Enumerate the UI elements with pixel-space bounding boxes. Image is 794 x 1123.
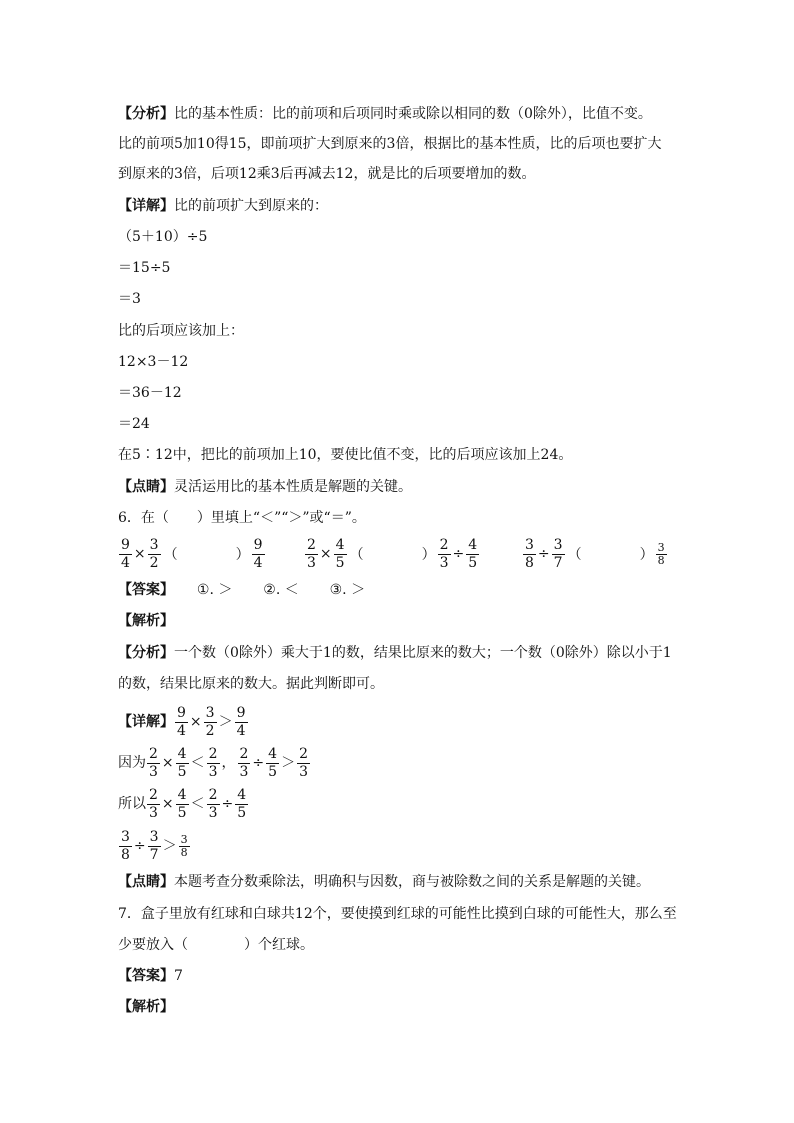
q6-detail-line-3: 所以 $\frac{2}{3}$ × $\frac{4}{5}$ ＜ $\frac{2}{3}$ ÷ $\frac{4}{5}$ (118, 786, 247, 821)
detail-text: 比的前项扩大到原来的： (174, 198, 328, 214)
q7-answer-line (118, 967, 183, 985)
q6-analysis-line-2: 的数，结果比原来的数大。据此判断即可。 (118, 676, 384, 692)
fraction: $\frac{4}{5}$ (237, 786, 247, 821)
q6-analysis-line-1: 【分析】一个数（0除外）乘大于1的数，结果比原来的数大；一个数（0除外）除以小于1 (118, 645, 672, 661)
detail-tag: 【详解】 (118, 714, 174, 730)
calc-step: 12×3－12 (118, 354, 189, 370)
analysis-line-1 (118, 105, 652, 123)
q6-item-2: $\frac{2}{3}$ × $\frac{4}{5}$ （ ） $\frac{2}{3}$ ÷ $\frac{4}{5}$ (307, 536, 478, 571)
q6-point-line: 【点睛】本题考查分数乘除法，明确积与因数，商与被除数之间的关系是解题的关键。 (118, 874, 650, 890)
fraction: $\frac{2}{3}$ (439, 536, 449, 571)
fraction: $\frac{2}{3}$ (299, 745, 308, 780)
detail-mid-text: 比的后项应该加上： (118, 323, 244, 339)
fraction: $\frac{9}{4}$ (236, 704, 246, 739)
point-text: 灵活运用比的基本性质是解题的关键。 (174, 479, 412, 495)
fraction: $\frac{2}{3}$ (239, 745, 249, 780)
calc-step: ＝24 (118, 416, 150, 432)
q6-detail-line-2: 因为 $\frac{2}{3}$ × $\frac{4}{5}$ ＜ $\frac{2}{3}$ ， $\frac{2}{3}$ ÷ $\frac{4}{5}$ ＞ $\frac{2}{3}$ (118, 745, 308, 780)
fraction: $\frac{2}{3}$ (149, 745, 158, 780)
q6-item-1: $\frac{9}{4}$ × $\frac{3}{2}$ （ ） $\frac{9}{4}$ (121, 536, 263, 571)
q7-title: 7．盒子里放有红球和白球共12个，要使摸到红球的可能性比摸到白球的可能性大，那么至 (118, 906, 677, 922)
fraction: $\frac{3}{8}$ (657, 540, 665, 567)
detail-heading (118, 197, 328, 215)
fraction: $\frac{3}{7}$ (149, 828, 159, 863)
calc-step: ＝3 (118, 291, 141, 307)
fraction: $\frac{4}{5}$ (268, 745, 278, 780)
answer-2: ②. ＜ (263, 582, 299, 598)
calc-step: （5＋10）÷5 (118, 229, 208, 245)
fraction: $\frac{4}{5}$ (177, 745, 187, 780)
q7-jiexi-tag: 【解析】 (118, 999, 174, 1015)
q6-answer-line (118, 581, 365, 599)
q6-item-3: $\frac{3}{8}$ ÷ $\frac{3}{7}$ （ ） $\frac{3}{8}$ (525, 536, 665, 571)
fraction: $\frac{3}{8}$ (525, 536, 534, 571)
fraction: $\frac{2}{3}$ (307, 536, 316, 571)
fraction: $\frac{2}{3}$ (208, 745, 218, 780)
analysis-text: 比的基本性质：比的前项和后项同时乘或除以相同的数（0除外），比值不变。 (174, 106, 652, 122)
q7-answer: 7 (174, 968, 183, 984)
fraction: $\frac{4}{5}$ (335, 536, 345, 571)
fraction: $\frac{3}{8}$ (121, 828, 130, 863)
fraction: $\frac{3}{8}$ (180, 832, 188, 859)
answer-blank[interactable] (179, 544, 235, 564)
fraction: $\frac{3}{2}$ (149, 536, 159, 571)
point-tag: 【点睛】 (118, 479, 174, 495)
answer-3: ③. ＞ (329, 582, 366, 598)
answer-1: ①. ＞ (196, 582, 233, 598)
analysis-line-3: 到原来的3倍，后项12乘3后再减去12，就是比的后项要增加的数。 (118, 166, 536, 182)
q6-detail-line-1: 【详解】 $\frac{9}{4}$ × $\frac{3}{2}$ ＞ $\frac{9}{4}$ (118, 704, 246, 739)
answer-blank[interactable] (583, 544, 639, 564)
answer-blank[interactable] (365, 544, 421, 564)
point-line (118, 478, 412, 496)
detail-tag: 【详解】 (118, 198, 174, 214)
fraction: $\frac{9}{4}$ (253, 536, 263, 571)
q6-title: 6．在（ ）里填上“＜”“＞”或“＝”。 (118, 510, 366, 526)
fraction: $\frac{9}{4}$ (177, 704, 186, 739)
q7-title-line-2: 少要放入（ ）个红球。 (118, 937, 314, 953)
point-tag: 【点睛】 (118, 874, 174, 890)
calc-step: ＝36－12 (118, 385, 182, 401)
fraction: $\frac{3}{7}$ (553, 536, 563, 571)
fraction: $\frac{2}{3}$ (208, 786, 218, 821)
answer-tag: 【答案】 (118, 968, 174, 984)
fraction: $\frac{2}{3}$ (149, 786, 158, 821)
calc-step: ＝15÷5 (118, 260, 171, 276)
fraction: $\frac{4}{5}$ (468, 536, 478, 571)
jiexi-tag: 【解析】 (118, 613, 174, 629)
analysis-tag: 【分析】 (118, 645, 174, 661)
fraction: $\frac{4}{5}$ (177, 786, 187, 821)
fraction: $\frac{3}{2}$ (205, 704, 215, 739)
fraction: $\frac{9}{4}$ (121, 536, 130, 571)
answer-tag: 【答案】 (118, 582, 174, 598)
analysis-tag: 【分析】 (118, 106, 174, 122)
analysis-line-2: 比的前项5加10得15，即前项扩大到原来的3倍，根据比的基本性质，比的后项也要扩大 (118, 136, 662, 152)
detail-conclusion: 在5∶12中，把比的前项加上10，要使比值不变，比的后项应该加上24。 (118, 447, 573, 463)
q6-detail-line-4: $\frac{3}{8}$ ÷ $\frac{3}{7}$ ＞ $\frac{3}{8}$ (121, 828, 188, 863)
